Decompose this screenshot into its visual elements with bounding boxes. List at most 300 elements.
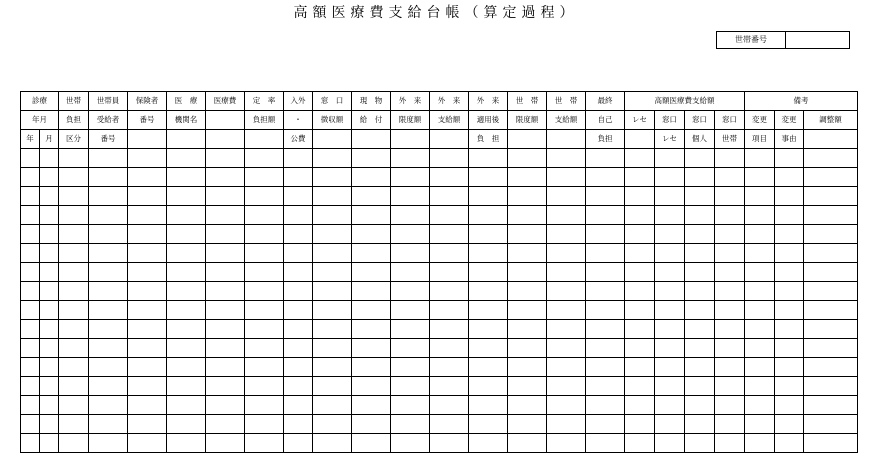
- table-cell[interactable]: [508, 301, 547, 320]
- table-cell[interactable]: [655, 415, 685, 434]
- table-cell[interactable]: [430, 415, 469, 434]
- table-cell[interactable]: [775, 415, 804, 434]
- table-cell[interactable]: [167, 282, 206, 301]
- table-cell[interactable]: [167, 434, 206, 453]
- table-cell[interactable]: [685, 282, 715, 301]
- table-cell[interactable]: [547, 415, 586, 434]
- table-cell[interactable]: [469, 339, 508, 358]
- table-cell[interactable]: [167, 149, 206, 168]
- table-cell[interactable]: [715, 168, 745, 187]
- table-cell[interactable]: [508, 168, 547, 187]
- table-cell[interactable]: [128, 225, 167, 244]
- table-cell[interactable]: [284, 396, 313, 415]
- table-cell[interactable]: [775, 206, 804, 225]
- table-cell[interactable]: [775, 244, 804, 263]
- table-cell[interactable]: [655, 282, 685, 301]
- table-cell[interactable]: [745, 225, 775, 244]
- table-cell[interactable]: [352, 225, 391, 244]
- table-cell[interactable]: [284, 225, 313, 244]
- table-cell[interactable]: [625, 282, 655, 301]
- table-cell[interactable]: [655, 149, 685, 168]
- table-cell[interactable]: [167, 244, 206, 263]
- table-cell[interactable]: [352, 377, 391, 396]
- table-cell[interactable]: [804, 377, 858, 396]
- table-cell[interactable]: [352, 358, 391, 377]
- table-cell[interactable]: [430, 244, 469, 263]
- table-cell[interactable]: [508, 377, 547, 396]
- table-cell[interactable]: [284, 415, 313, 434]
- table-cell[interactable]: [21, 434, 40, 453]
- table-cell[interactable]: [685, 149, 715, 168]
- table-cell[interactable]: [547, 244, 586, 263]
- table-cell[interactable]: [715, 187, 745, 206]
- table-cell[interactable]: [89, 187, 128, 206]
- table-cell[interactable]: [391, 377, 430, 396]
- table-cell[interactable]: [655, 396, 685, 415]
- table-cell[interactable]: [745, 415, 775, 434]
- table-cell[interactable]: [625, 206, 655, 225]
- table-cell[interactable]: [206, 263, 245, 282]
- table-cell[interactable]: [469, 377, 508, 396]
- table-cell[interactable]: [21, 301, 40, 320]
- table-cell[interactable]: [167, 377, 206, 396]
- table-cell[interactable]: [469, 415, 508, 434]
- table-cell[interactable]: [804, 320, 858, 339]
- table-cell[interactable]: [206, 434, 245, 453]
- table-cell[interactable]: [391, 149, 430, 168]
- table-cell[interactable]: [352, 244, 391, 263]
- table-cell[interactable]: [313, 339, 352, 358]
- table-cell[interactable]: [128, 396, 167, 415]
- table-cell[interactable]: [430, 396, 469, 415]
- table-cell[interactable]: [313, 415, 352, 434]
- table-cell[interactable]: [685, 187, 715, 206]
- table-cell[interactable]: [547, 263, 586, 282]
- table-cell[interactable]: [391, 282, 430, 301]
- table-cell[interactable]: [775, 320, 804, 339]
- table-cell[interactable]: [625, 244, 655, 263]
- table-cell[interactable]: [745, 168, 775, 187]
- table-cell[interactable]: [40, 415, 59, 434]
- table-cell[interactable]: [804, 301, 858, 320]
- table-cell[interactable]: [745, 187, 775, 206]
- table-cell[interactable]: [715, 225, 745, 244]
- table-cell[interactable]: [167, 339, 206, 358]
- table-cell[interactable]: [469, 168, 508, 187]
- table-cell[interactable]: [547, 225, 586, 244]
- table-cell[interactable]: [21, 377, 40, 396]
- table-cell[interactable]: [245, 320, 284, 339]
- table-cell[interactable]: [469, 301, 508, 320]
- table-cell[interactable]: [430, 434, 469, 453]
- table-cell[interactable]: [775, 434, 804, 453]
- table-cell[interactable]: [352, 415, 391, 434]
- table-cell[interactable]: [775, 225, 804, 244]
- table-cell[interactable]: [59, 339, 89, 358]
- table-cell[interactable]: [284, 149, 313, 168]
- table-cell[interactable]: [284, 187, 313, 206]
- table-cell[interactable]: [547, 358, 586, 377]
- table-cell[interactable]: [245, 225, 284, 244]
- table-cell[interactable]: [586, 168, 625, 187]
- table-cell[interactable]: [775, 263, 804, 282]
- table-cell[interactable]: [586, 187, 625, 206]
- table-cell[interactable]: [284, 244, 313, 263]
- table-cell[interactable]: [40, 187, 59, 206]
- table-cell[interactable]: [655, 225, 685, 244]
- table-cell[interactable]: [715, 282, 745, 301]
- table-cell[interactable]: [469, 244, 508, 263]
- table-cell[interactable]: [352, 263, 391, 282]
- table-cell[interactable]: [430, 358, 469, 377]
- table-cell[interactable]: [59, 244, 89, 263]
- table-cell[interactable]: [685, 244, 715, 263]
- table-cell[interactable]: [59, 225, 89, 244]
- table-cell[interactable]: [586, 358, 625, 377]
- table-cell[interactable]: [625, 358, 655, 377]
- table-cell[interactable]: [89, 206, 128, 225]
- table-cell[interactable]: [59, 206, 89, 225]
- table-cell[interactable]: [775, 301, 804, 320]
- table-cell[interactable]: [59, 282, 89, 301]
- table-cell[interactable]: [508, 358, 547, 377]
- table-cell[interactable]: [206, 320, 245, 339]
- table-cell[interactable]: [804, 187, 858, 206]
- table-cell[interactable]: [391, 225, 430, 244]
- table-cell[interactable]: [625, 225, 655, 244]
- table-cell[interactable]: [352, 339, 391, 358]
- table-cell[interactable]: [804, 358, 858, 377]
- table-cell[interactable]: [40, 320, 59, 339]
- table-cell[interactable]: [547, 320, 586, 339]
- table-cell[interactable]: [685, 358, 715, 377]
- table-cell[interactable]: [655, 301, 685, 320]
- table-cell[interactable]: [89, 225, 128, 244]
- table-cell[interactable]: [59, 149, 89, 168]
- table-cell[interactable]: [40, 434, 59, 453]
- table-cell[interactable]: [352, 168, 391, 187]
- table-cell[interactable]: [745, 377, 775, 396]
- table-cell[interactable]: [469, 206, 508, 225]
- table-cell[interactable]: [715, 396, 745, 415]
- table-cell[interactable]: [430, 168, 469, 187]
- table-cell[interactable]: [40, 339, 59, 358]
- table-cell[interactable]: [167, 263, 206, 282]
- table-cell[interactable]: [284, 263, 313, 282]
- table-cell[interactable]: [128, 263, 167, 282]
- table-cell[interactable]: [59, 358, 89, 377]
- table-cell[interactable]: [430, 149, 469, 168]
- table-cell[interactable]: [313, 282, 352, 301]
- table-cell[interactable]: [804, 149, 858, 168]
- table-cell[interactable]: [206, 225, 245, 244]
- table-cell[interactable]: [745, 282, 775, 301]
- table-cell[interactable]: [775, 282, 804, 301]
- table-cell[interactable]: [59, 263, 89, 282]
- table-cell[interactable]: [206, 206, 245, 225]
- table-cell[interactable]: [128, 320, 167, 339]
- table-cell[interactable]: [313, 206, 352, 225]
- table-cell[interactable]: [128, 244, 167, 263]
- table-cell[interactable]: [284, 339, 313, 358]
- table-cell[interactable]: [89, 396, 128, 415]
- table-cell[interactable]: [284, 434, 313, 453]
- table-cell[interactable]: [508, 434, 547, 453]
- table-cell[interactable]: [89, 244, 128, 263]
- table-cell[interactable]: [586, 339, 625, 358]
- table-cell[interactable]: [469, 149, 508, 168]
- table-cell[interactable]: [625, 377, 655, 396]
- table-cell[interactable]: [685, 396, 715, 415]
- table-cell[interactable]: [775, 149, 804, 168]
- table-cell[interactable]: [775, 187, 804, 206]
- table-cell[interactable]: [804, 415, 858, 434]
- table-cell[interactable]: [745, 149, 775, 168]
- table-cell[interactable]: [804, 282, 858, 301]
- table-cell[interactable]: [206, 244, 245, 263]
- table-cell[interactable]: [715, 320, 745, 339]
- table-cell[interactable]: [245, 206, 284, 225]
- table-cell[interactable]: [391, 263, 430, 282]
- table-cell[interactable]: [40, 225, 59, 244]
- table-cell[interactable]: [167, 320, 206, 339]
- table-cell[interactable]: [206, 377, 245, 396]
- table-cell[interactable]: [128, 168, 167, 187]
- table-cell[interactable]: [508, 225, 547, 244]
- table-cell[interactable]: [430, 339, 469, 358]
- table-cell[interactable]: [655, 168, 685, 187]
- table-cell[interactable]: [625, 415, 655, 434]
- table-cell[interactable]: [167, 396, 206, 415]
- table-cell[interactable]: [508, 206, 547, 225]
- table-cell[interactable]: [745, 339, 775, 358]
- table-cell[interactable]: [206, 415, 245, 434]
- table-cell[interactable]: [586, 320, 625, 339]
- table-cell[interactable]: [21, 244, 40, 263]
- table-cell[interactable]: [625, 149, 655, 168]
- table-cell[interactable]: [40, 168, 59, 187]
- table-cell[interactable]: [469, 225, 508, 244]
- table-cell[interactable]: [245, 282, 284, 301]
- table-cell[interactable]: [715, 263, 745, 282]
- table-cell[interactable]: [547, 282, 586, 301]
- table-cell[interactable]: [625, 301, 655, 320]
- table-cell[interactable]: [284, 377, 313, 396]
- table-cell[interactable]: [245, 434, 284, 453]
- table-cell[interactable]: [586, 149, 625, 168]
- table-cell[interactable]: [804, 168, 858, 187]
- table-cell[interactable]: [469, 282, 508, 301]
- table-cell[interactable]: [715, 415, 745, 434]
- table-cell[interactable]: [745, 396, 775, 415]
- table-cell[interactable]: [547, 301, 586, 320]
- table-cell[interactable]: [715, 358, 745, 377]
- table-cell[interactable]: [804, 263, 858, 282]
- table-cell[interactable]: [508, 187, 547, 206]
- table-cell[interactable]: [586, 282, 625, 301]
- table-cell[interactable]: [685, 263, 715, 282]
- table-cell[interactable]: [40, 206, 59, 225]
- table-cell[interactable]: [352, 301, 391, 320]
- table-cell[interactable]: [313, 263, 352, 282]
- table-cell[interactable]: [804, 225, 858, 244]
- table-cell[interactable]: [430, 282, 469, 301]
- table-cell[interactable]: [715, 377, 745, 396]
- table-cell[interactable]: [313, 434, 352, 453]
- table-cell[interactable]: [508, 320, 547, 339]
- table-cell[interactable]: [586, 206, 625, 225]
- table-cell[interactable]: [625, 320, 655, 339]
- table-cell[interactable]: [469, 434, 508, 453]
- table-cell[interactable]: [167, 415, 206, 434]
- table-cell[interactable]: [352, 320, 391, 339]
- table-cell[interactable]: [128, 282, 167, 301]
- table-cell[interactable]: [715, 149, 745, 168]
- table-cell[interactable]: [508, 149, 547, 168]
- table-cell[interactable]: [655, 263, 685, 282]
- table-cell[interactable]: [391, 168, 430, 187]
- table-cell[interactable]: [313, 149, 352, 168]
- table-cell[interactable]: [206, 187, 245, 206]
- table-cell[interactable]: [685, 415, 715, 434]
- table-cell[interactable]: [586, 434, 625, 453]
- table-cell[interactable]: [21, 206, 40, 225]
- table-cell[interactable]: [206, 149, 245, 168]
- table-cell[interactable]: [547, 396, 586, 415]
- table-cell[interactable]: [59, 301, 89, 320]
- table-cell[interactable]: [508, 244, 547, 263]
- table-cell[interactable]: [547, 339, 586, 358]
- table-cell[interactable]: [313, 358, 352, 377]
- table-cell[interactable]: [206, 282, 245, 301]
- table-cell[interactable]: [775, 339, 804, 358]
- table-cell[interactable]: [430, 301, 469, 320]
- table-cell[interactable]: [430, 263, 469, 282]
- table-cell[interactable]: [625, 396, 655, 415]
- table-cell[interactable]: [21, 282, 40, 301]
- table-cell[interactable]: [547, 377, 586, 396]
- table-cell[interactable]: [586, 263, 625, 282]
- table-cell[interactable]: [89, 263, 128, 282]
- table-cell[interactable]: [586, 225, 625, 244]
- table-cell[interactable]: [547, 168, 586, 187]
- table-cell[interactable]: [469, 396, 508, 415]
- table-cell[interactable]: [128, 206, 167, 225]
- table-cell[interactable]: [128, 187, 167, 206]
- table-cell[interactable]: [352, 434, 391, 453]
- table-cell[interactable]: [508, 415, 547, 434]
- table-cell[interactable]: [40, 396, 59, 415]
- table-cell[interactable]: [469, 358, 508, 377]
- table-cell[interactable]: [128, 149, 167, 168]
- table-cell[interactable]: [245, 263, 284, 282]
- table-cell[interactable]: [655, 320, 685, 339]
- table-cell[interactable]: [715, 206, 745, 225]
- table-cell[interactable]: [21, 320, 40, 339]
- table-cell[interactable]: [430, 187, 469, 206]
- table-cell[interactable]: [391, 415, 430, 434]
- table-cell[interactable]: [391, 320, 430, 339]
- table-cell[interactable]: [206, 339, 245, 358]
- table-cell[interactable]: [59, 320, 89, 339]
- table-cell[interactable]: [685, 320, 715, 339]
- table-cell[interactable]: [430, 377, 469, 396]
- table-cell[interactable]: [245, 415, 284, 434]
- table-cell[interactable]: [586, 244, 625, 263]
- table-cell[interactable]: [313, 168, 352, 187]
- household-number-value[interactable]: [786, 32, 849, 48]
- table-cell[interactable]: [128, 358, 167, 377]
- table-cell[interactable]: [284, 282, 313, 301]
- table-cell[interactable]: [775, 377, 804, 396]
- table-cell[interactable]: [685, 434, 715, 453]
- table-cell[interactable]: [21, 225, 40, 244]
- table-cell[interactable]: [547, 206, 586, 225]
- table-cell[interactable]: [284, 320, 313, 339]
- table-cell[interactable]: [745, 263, 775, 282]
- table-cell[interactable]: [655, 187, 685, 206]
- table-cell[interactable]: [40, 149, 59, 168]
- table-cell[interactable]: [586, 301, 625, 320]
- table-cell[interactable]: [685, 377, 715, 396]
- table-cell[interactable]: [206, 301, 245, 320]
- table-cell[interactable]: [352, 206, 391, 225]
- table-cell[interactable]: [745, 244, 775, 263]
- table-cell[interactable]: [206, 358, 245, 377]
- table-cell[interactable]: [625, 168, 655, 187]
- table-cell[interactable]: [804, 434, 858, 453]
- table-cell[interactable]: [21, 263, 40, 282]
- table-cell[interactable]: [685, 206, 715, 225]
- table-cell[interactable]: [245, 339, 284, 358]
- table-cell[interactable]: [391, 244, 430, 263]
- table-cell[interactable]: [21, 396, 40, 415]
- table-cell[interactable]: [655, 244, 685, 263]
- table-cell[interactable]: [547, 434, 586, 453]
- table-cell[interactable]: [89, 301, 128, 320]
- table-cell[interactable]: [59, 168, 89, 187]
- table-cell[interactable]: [352, 396, 391, 415]
- table-cell[interactable]: [284, 358, 313, 377]
- table-cell[interactable]: [284, 168, 313, 187]
- table-cell[interactable]: [469, 263, 508, 282]
- table-cell[interactable]: [59, 434, 89, 453]
- table-cell[interactable]: [685, 301, 715, 320]
- table-cell[interactable]: [586, 415, 625, 434]
- table-cell[interactable]: [167, 206, 206, 225]
- table-cell[interactable]: [313, 320, 352, 339]
- table-cell[interactable]: [59, 415, 89, 434]
- table-cell[interactable]: [313, 225, 352, 244]
- table-cell[interactable]: [313, 396, 352, 415]
- table-cell[interactable]: [391, 187, 430, 206]
- table-cell[interactable]: [89, 415, 128, 434]
- table-cell[interactable]: [625, 263, 655, 282]
- table-cell[interactable]: [128, 434, 167, 453]
- table-cell[interactable]: [430, 225, 469, 244]
- table-cell[interactable]: [655, 339, 685, 358]
- table-cell[interactable]: [715, 244, 745, 263]
- table-cell[interactable]: [40, 282, 59, 301]
- table-cell[interactable]: [89, 339, 128, 358]
- table-cell[interactable]: [745, 434, 775, 453]
- table-cell[interactable]: [40, 263, 59, 282]
- table-cell[interactable]: [245, 149, 284, 168]
- table-cell[interactable]: [655, 206, 685, 225]
- table-cell[interactable]: [804, 206, 858, 225]
- table-cell[interactable]: [21, 168, 40, 187]
- table-cell[interactable]: [685, 168, 715, 187]
